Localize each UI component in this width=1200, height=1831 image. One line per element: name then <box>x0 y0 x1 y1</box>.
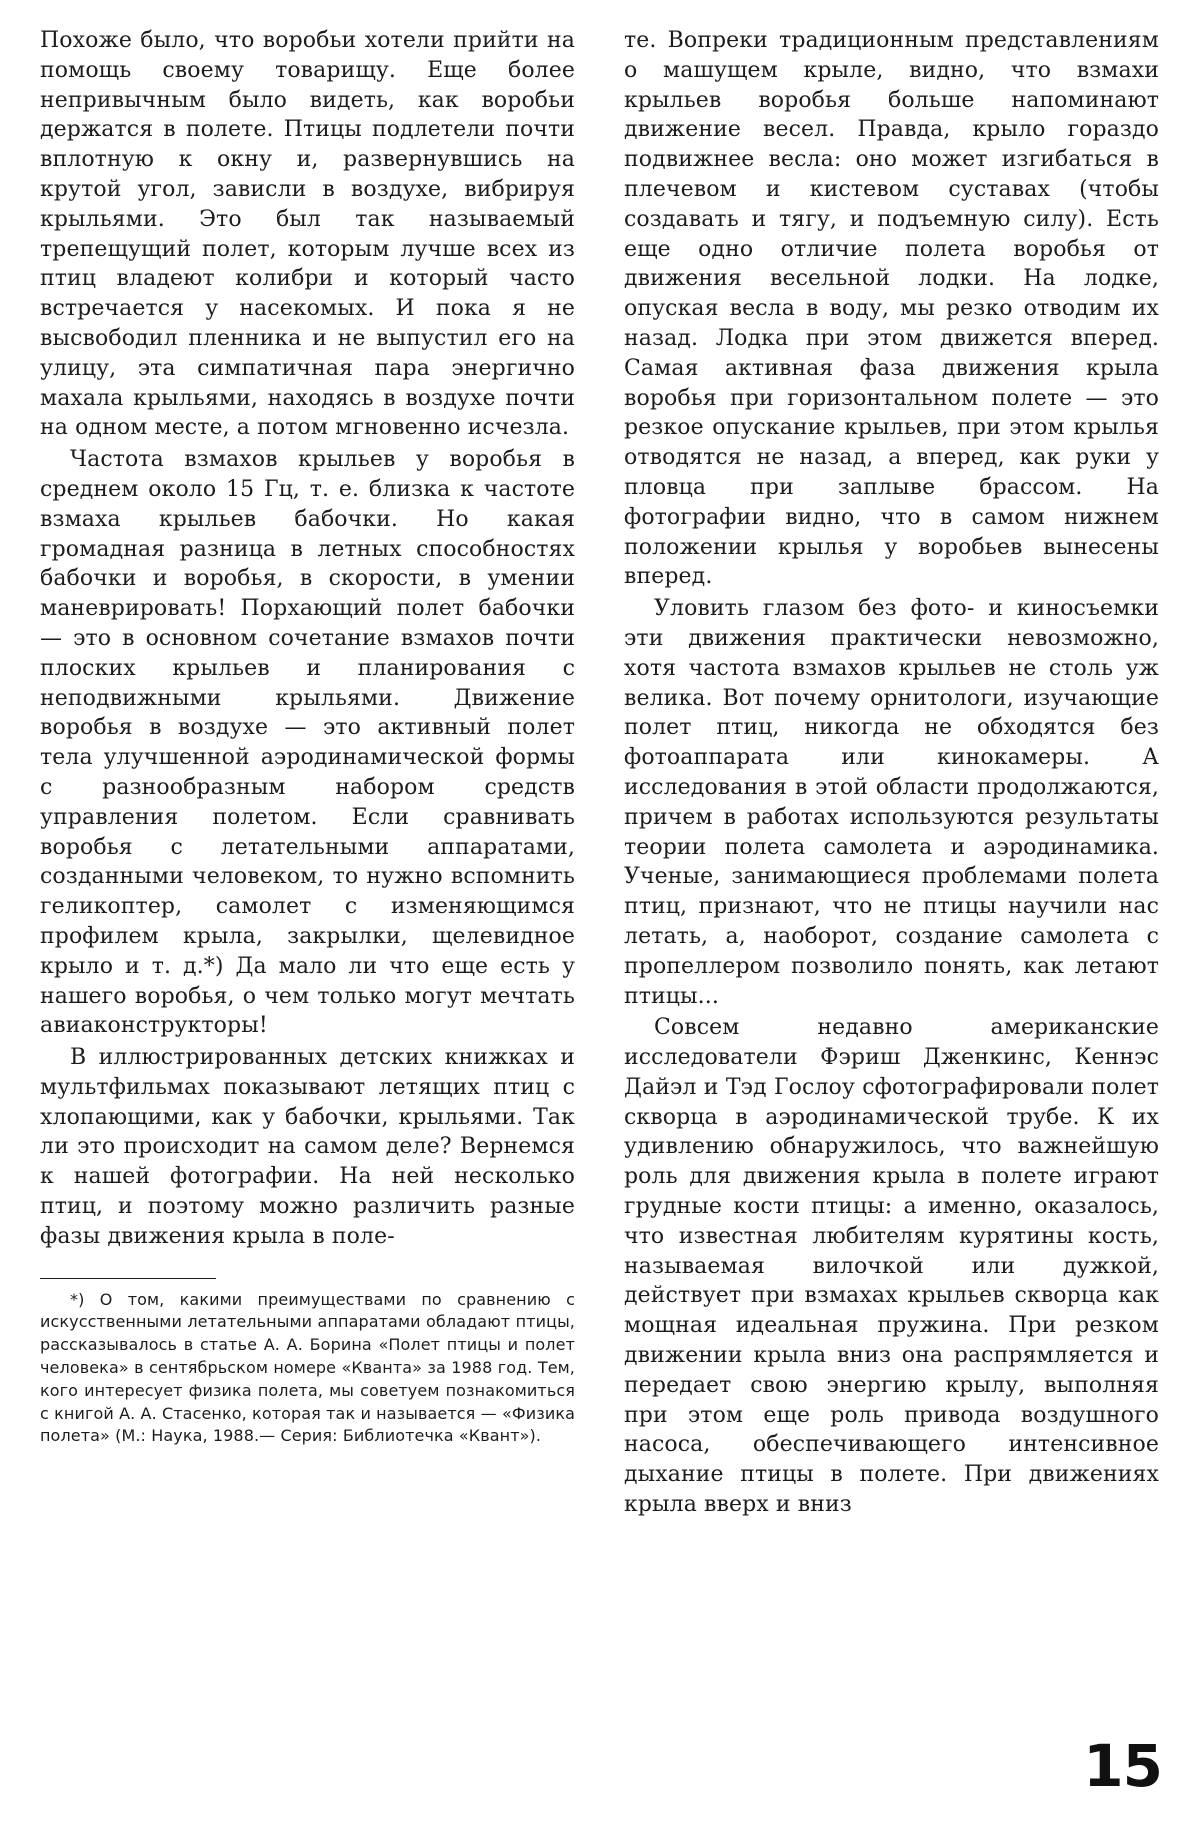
footnote-divider <box>40 1278 216 1279</box>
body-paragraph: те. Вопреки традиционным представлениям о машущем крыле, видно, что взмахи крыльев воробья больше напоминают движение весел. Правда, крыло гораздо подвижнее весла: оно может изгибаться в плечевом и кистевом суставах (чтобы создавать и тягу, и подъемную силу). Есть еще одно отличие полета воробья от движения весельной лодки. На лодке, опуская весла в воду, мы резко отводим их назад. Лодка при этом движется вперед. Самая активная фаза движения крыла воробья при горизонтальном полете — это резкое опускание крыльев, при этом крылья отводятся не назад, а вперед, как руки у пловца при заплыве брассом. На фотографии видно, что в самом нижнем положении крылья у воробьев вынесены вперед. <box>624 28 1159 590</box>
body-paragraph: Похоже было, что воробьи хотели прийти на помощь своему товарищу. Еще более непривычным было видеть, как воробьи держатся в полете. Птицы подлетели почти вплотную к окну и, развернувшись на крутой угол, зависли в воздухе, вибрируя крыльями. Это был так называемый трепещущий полет, которым лучше всех из птиц владеют колибри и который часто встречается у насекомых. И пока я не высвободил пленника и не выпустил его на улицу, эта симпатичная пара энергично махала крыльями, находясь в воздухе почти на одном месте, а потом мгновенно исчезла. <box>40 28 575 441</box>
right-column <box>624 26 1159 1520</box>
footnote: *) О том, какими преимуществами по сравнению с искусственными летательными аппаратами обладают птицы, рассказывалось в статье А. А. Борина «Полет птицы и полет человека» в сентябрьском номере «Кванта» за 1988 год. Тем, кого интересует физика полета, мы советуем познакомиться с книгой А. А. Стасенко, которая так и называется — «Физика полета» (М.: Наука, 1988.— Серия: Библиотечка «Квант»). <box>40 1289 575 1446</box>
body-paragraph: В иллюстрированных детских книжках и мультфильмах показывают летящих птиц с хлопающими, как у бабочки, крыльями. Так ли это происходит на самом деле? Вернемся к нашей фотографии. На ней несколько птиц, и поэтому можно различить разные фазы движения крыла в поле- <box>40 1045 575 1249</box>
body-paragraph: Частота взмахов крыльев у воробья в среднем около 15 Гц, т. е. близка к частоте взмаха крыльев бабочки. Но какая громадная разница в летных способностях бабочки и воробья, в скорости, в умении маневрировать! Порхающий полет бабочки — это в основном сочетание взмахов почти плоских крыльев и планирования с неподвижными крыльями. Движение воробья в воздухе — это активный полет тела улучшенной аэродинамической формы с разнообразным набором средств управления полетом. Если сравнивать воробья с летательными аппаратами, созданными человеком, то нужно вспомнить геликоптер, самолет с изменяющимся профилем крыла, закрылки, щелевидное крыло и т. д.*) Да мало ли что еще есть у нашего воробья, о чем только могут мечтать авиаконструкторы! <box>40 447 575 1039</box>
body-paragraph: Совсем недавно американские исследователи Фэриш Дженкинс, Кеннэс Дайэл и Тэд Гослоу сфотографировали полет скворца в аэродинамической трубе. К их удивлению обнаружилось, что важнейшую роль для движения крыла в полете играют грудные кости птицы: а именно, оказалось, что известная любителям курятины кость, называемая вилочкой или дужкой, действует при взмахах крыльев скворца как мощная идеальная пружина. При резком движении крыла вниз она распрямляется и передает свою энергию крылу, выполняя при этом еще роль привода воздушного насоса, обеспечивающего интенсивное дыхание птицы в полете. При движениях крыла вверх и вниз <box>624 1015 1159 1518</box>
left-column <box>40 26 575 1448</box>
body-paragraph: Уловить глазом без фото- и киносъемки эти движения практически невозможно, хотя частота взмахов крыльев не столь уж велика. Вот почему орнитологи, изучающие полет птиц, никогда не обходятся без фотоаппарата или кинокамеры. А исследования в этой области продолжаются, причем в работах используются результаты теории полета самолета и аэродинамика. Ученые, занимающиеся проблемами полета птиц, признают, что не птицы научили нас летать, а, наоборот, создание самолета с пропеллером позволило понять, как летают птицы... <box>624 596 1159 1009</box>
page-number: 15 <box>1083 1732 1162 1800</box>
